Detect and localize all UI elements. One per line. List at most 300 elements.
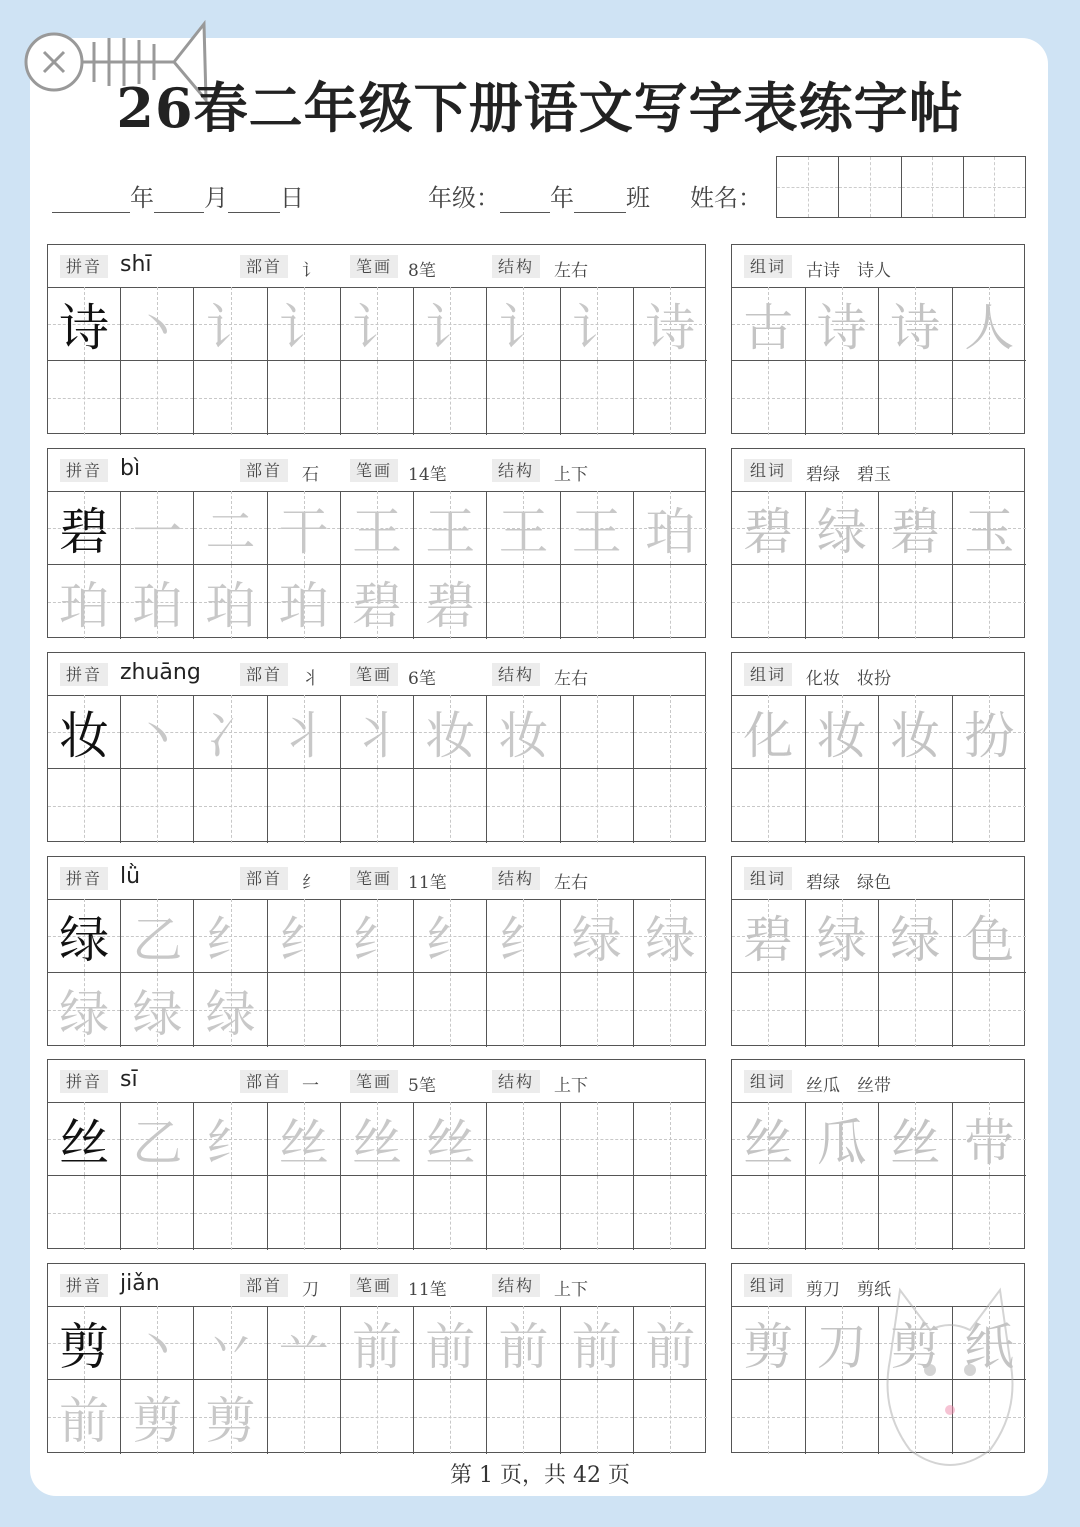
word-writing-cell[interactable] (953, 491, 1027, 565)
writing-cell[interactable] (194, 899, 267, 973)
writing-cell[interactable] (268, 1306, 341, 1380)
word-trace-character: 诗 (816, 298, 867, 357)
radical-label: 部首 (240, 1274, 288, 1297)
writing-cell[interactable] (121, 491, 194, 565)
writing-cell[interactable] (341, 361, 414, 435)
writing-cell[interactable] (48, 491, 121, 565)
writing-cell[interactable] (341, 1176, 414, 1250)
writing-cell[interactable] (194, 361, 267, 435)
writing-cell[interactable] (414, 287, 487, 361)
word-trace-character: 碧 (743, 502, 794, 561)
word-trace-character: 绿 (816, 910, 867, 969)
writing-cell[interactable] (341, 899, 414, 973)
words-label: 组词 (744, 459, 792, 482)
character-practice-block (47, 448, 706, 638)
pinyin-label: 拼音 (60, 459, 108, 482)
structure-label: 结构 (492, 663, 540, 686)
radical-value: 纟 (302, 873, 319, 893)
stroke-order-step: 前 (351, 1317, 402, 1376)
word-writing-cell[interactable] (879, 1176, 953, 1250)
stroke-order-step: 妆 (498, 706, 549, 765)
character-info-header (48, 449, 705, 492)
word-trace-character: 古 (743, 298, 794, 357)
words-value: 碧绿 碧玉 (806, 465, 891, 485)
writing-cell[interactable] (48, 973, 121, 1047)
stroke-order-step: 珀 (278, 577, 329, 635)
stroke-order-step: 讠 (278, 298, 329, 357)
writing-cell[interactable] (634, 973, 707, 1047)
writing-cell[interactable] (414, 565, 487, 639)
writing-cell[interactable] (634, 565, 707, 639)
pinyin-value: lǜ (120, 864, 141, 889)
writing-cell[interactable] (487, 1176, 560, 1250)
word-writing-cell[interactable] (953, 565, 1027, 639)
writing-cell[interactable] (121, 1176, 194, 1250)
word-writing-cell[interactable] (732, 769, 806, 843)
model-character: 碧 (59, 502, 110, 561)
word-writing-cell[interactable] (879, 899, 953, 973)
stroke-order-step: 二 (205, 502, 256, 561)
writing-cell[interactable] (194, 1380, 267, 1454)
writing-cell[interactable] (48, 1102, 121, 1176)
writing-cell[interactable] (268, 1102, 341, 1176)
writing-cell[interactable] (634, 287, 707, 361)
writing-cell[interactable] (561, 899, 634, 973)
word-writing-cell[interactable] (732, 1102, 806, 1176)
stroke-order-step: 讠 (351, 298, 402, 357)
structure-label: 结构 (492, 1070, 540, 1093)
stroke-order-step: 纟 (351, 910, 402, 969)
writing-cell[interactable] (487, 361, 560, 435)
word-writing-cell[interactable] (879, 1102, 953, 1176)
writing-cell[interactable] (48, 695, 121, 769)
writing-cell[interactable] (561, 1380, 634, 1454)
word-writing-cell[interactable] (806, 769, 880, 843)
writing-cell[interactable] (194, 565, 267, 639)
word-trace-character: 化 (743, 706, 794, 765)
strokes-label: 笔画 (350, 459, 398, 482)
word-writing-cell[interactable] (953, 973, 1027, 1047)
writing-cell[interactable] (121, 695, 194, 769)
structure-value: 左右 (554, 669, 588, 689)
writing-cell[interactable] (194, 1102, 267, 1176)
writing-cell[interactable] (121, 769, 194, 843)
writing-cell[interactable] (48, 769, 121, 843)
writing-cell[interactable] (487, 287, 560, 361)
stroke-order-step: 剪 (205, 1392, 256, 1450)
stroke-order-step: 碧 (425, 577, 476, 635)
writing-cell[interactable] (561, 1102, 634, 1176)
model-character: 绿 (59, 910, 110, 969)
character-practice-block (47, 856, 706, 1046)
writing-cell[interactable] (48, 1380, 121, 1454)
stroke-order-step: 冫 (205, 706, 256, 765)
stroke-order-step: 讠 (425, 298, 476, 357)
writing-cell[interactable] (48, 287, 121, 361)
writing-cell[interactable] (561, 491, 634, 565)
structure-value: 上下 (554, 465, 588, 485)
date-line: 年 月 日 (52, 178, 304, 213)
radical-value: 丬 (302, 669, 319, 689)
word-writing-cell[interactable] (806, 491, 880, 565)
writing-cell[interactable] (194, 695, 267, 769)
pinyin-label: 拼音 (60, 663, 108, 686)
writing-cell[interactable] (414, 1102, 487, 1176)
word-trace-character: 绿 (816, 502, 867, 561)
word-writing-cell[interactable] (806, 695, 880, 769)
character-practice-block (47, 244, 706, 434)
word-writing-cell[interactable] (806, 565, 880, 639)
writing-cell[interactable] (487, 1306, 560, 1380)
stroke-order-step: 妆 (425, 706, 476, 765)
word-writing-cell[interactable] (879, 287, 953, 361)
word-trace-character: 诗 (890, 298, 941, 357)
words-value: 化妆 妆扮 (806, 669, 891, 689)
writing-cell[interactable] (121, 1380, 194, 1454)
writing-cell[interactable] (414, 361, 487, 435)
word-writing-cell[interactable] (732, 361, 806, 435)
writing-cell[interactable] (48, 899, 121, 973)
word-practice-block (731, 856, 1025, 1046)
grade-class-line: 年级： 年 班 (428, 184, 650, 212)
word-writing-cell[interactable] (879, 491, 953, 565)
writing-cell[interactable] (268, 1176, 341, 1250)
stroke-order-step: 绿 (132, 985, 183, 1043)
page-title: 26春二年级下册语文写字表练字帖 (116, 76, 964, 140)
radical-label: 部首 (240, 459, 288, 482)
writing-cell[interactable] (487, 899, 560, 973)
writing-cell[interactable] (487, 769, 560, 843)
word-trace-character: 碧 (890, 502, 941, 561)
words-label: 组词 (744, 663, 792, 686)
stroke-order-step: 丷 (205, 1317, 256, 1376)
radical-value: 石 (302, 465, 319, 485)
word-writing-cell[interactable] (732, 1176, 806, 1250)
writing-cell[interactable] (414, 899, 487, 973)
word-trace-character: 妆 (816, 706, 867, 765)
word-header (732, 653, 1024, 696)
word-writing-cell[interactable] (953, 695, 1027, 769)
writing-cell[interactable] (268, 899, 341, 973)
model-character: 诗 (59, 298, 110, 357)
writing-cell[interactable] (634, 695, 707, 769)
character-info-header (48, 1264, 705, 1307)
writing-cell[interactable] (341, 287, 414, 361)
word-writing-cell[interactable] (953, 1102, 1027, 1176)
word-writing-cell[interactable] (879, 973, 953, 1047)
writing-cell[interactable] (268, 565, 341, 639)
writing-cell[interactable] (561, 361, 634, 435)
word-writing-cell[interactable] (806, 1380, 880, 1454)
writing-cell[interactable] (268, 287, 341, 361)
strokes-value: 5笔 (408, 1076, 436, 1096)
word-trace-character: 纸 (964, 1317, 1015, 1376)
writing-cell[interactable] (487, 1102, 560, 1176)
stroke-order-step: 王 (425, 502, 476, 561)
radical-label: 部首 (240, 867, 288, 890)
word-writing-cell[interactable] (732, 565, 806, 639)
word-practice-block (731, 652, 1025, 842)
character-practice-block (47, 1263, 706, 1453)
stroke-order-step: 碧 (351, 577, 402, 635)
word-header (732, 1060, 1024, 1103)
writing-cell[interactable] (194, 491, 267, 565)
stroke-order-step: 纟 (498, 910, 549, 969)
name-label: 姓名： (690, 184, 762, 212)
character-info-header (48, 245, 705, 288)
writing-cell[interactable] (341, 1380, 414, 1454)
writing-cell[interactable] (561, 565, 634, 639)
writing-cell[interactable] (48, 565, 121, 639)
writing-cell[interactable] (414, 695, 487, 769)
radical-value: 刀 (302, 1280, 319, 1300)
word-practice-block (731, 244, 1025, 434)
stroke-order-step: 王 (498, 502, 549, 561)
writing-cell[interactable] (414, 973, 487, 1047)
word-writing-cell[interactable] (953, 769, 1027, 843)
word-trace-character: 剪 (890, 1317, 941, 1376)
word-writing-cell[interactable] (806, 973, 880, 1047)
stroke-order-step: 丶 (132, 706, 183, 765)
writing-cell[interactable] (634, 1102, 707, 1176)
pinyin-label: 拼音 (60, 867, 108, 890)
writing-cell[interactable] (341, 1102, 414, 1176)
word-writing-cell[interactable] (732, 973, 806, 1047)
writing-cell[interactable] (48, 1306, 121, 1380)
writing-cell[interactable] (194, 973, 267, 1047)
writing-cell[interactable] (268, 769, 341, 843)
writing-cell[interactable] (194, 1306, 267, 1380)
structure-label: 结构 (492, 1274, 540, 1297)
page-number: 第 1 页，共 42 页 (450, 1463, 630, 1488)
character-info-header (48, 1060, 705, 1103)
writing-cell[interactable] (634, 1176, 707, 1250)
words-label: 组词 (744, 1274, 792, 1297)
radical-value: 一 (302, 1076, 319, 1096)
pinyin-label: 拼音 (60, 1070, 108, 1093)
word-writing-cell[interactable] (953, 1176, 1027, 1250)
writing-cell[interactable] (414, 1306, 487, 1380)
stroke-order-step: 䒑 (278, 1317, 329, 1376)
stroke-order-step: 珀 (645, 502, 696, 561)
word-header (732, 857, 1024, 900)
word-writing-cell[interactable] (806, 1102, 880, 1176)
word-writing-cell[interactable] (732, 491, 806, 565)
word-writing-cell[interactable] (732, 695, 806, 769)
writing-cell[interactable] (268, 973, 341, 1047)
writing-cell[interactable] (634, 491, 707, 565)
writing-cell[interactable] (121, 361, 194, 435)
word-writing-cell[interactable] (879, 1306, 953, 1380)
structure-label: 结构 (492, 867, 540, 890)
word-practice-block (731, 1059, 1025, 1249)
writing-cell[interactable] (121, 1306, 194, 1380)
writing-cell[interactable] (268, 491, 341, 565)
word-writing-cell[interactable] (732, 899, 806, 973)
writing-cell[interactable] (341, 491, 414, 565)
writing-cell[interactable] (561, 287, 634, 361)
word-writing-cell[interactable] (953, 361, 1027, 435)
writing-cell[interactable] (414, 1176, 487, 1250)
stroke-order-step: 绿 (645, 910, 696, 969)
stroke-order-step: 珀 (205, 577, 256, 635)
structure-label: 结构 (492, 459, 540, 482)
strokes-value: 8笔 (408, 261, 436, 281)
word-trace-character: 色 (964, 910, 1015, 969)
stroke-order-step: 讠 (571, 298, 622, 357)
word-trace-character: 碧 (743, 910, 794, 969)
writing-cell[interactable] (194, 287, 267, 361)
stroke-order-step: 珀 (59, 577, 110, 635)
pinyin-value: jiǎn (120, 1271, 160, 1296)
word-header (732, 245, 1024, 288)
writing-cell[interactable] (634, 361, 707, 435)
writing-cell[interactable] (561, 973, 634, 1047)
writing-cell[interactable] (121, 565, 194, 639)
radical-label: 部首 (240, 1070, 288, 1093)
structure-value: 上下 (554, 1280, 588, 1300)
writing-cell[interactable] (121, 1102, 194, 1176)
writing-cell[interactable] (487, 565, 560, 639)
stroke-order-step: 前 (59, 1392, 110, 1450)
stroke-order-step: 纟 (205, 1113, 256, 1172)
writing-cell[interactable] (341, 565, 414, 639)
stroke-order-step: 讠 (205, 298, 256, 357)
stroke-order-step: 丬 (278, 706, 329, 765)
stroke-order-step: 绿 (59, 985, 110, 1043)
name-write-box[interactable] (776, 156, 1026, 218)
strokes-value: 14笔 (408, 465, 447, 485)
pinyin-value: zhuāng (120, 660, 201, 685)
character-info-header (48, 653, 705, 696)
writing-cell[interactable] (121, 899, 194, 973)
writing-cell[interactable] (561, 1176, 634, 1250)
word-trace-character: 丝 (743, 1113, 794, 1172)
word-trace-character: 剪 (743, 1317, 794, 1376)
writing-cell[interactable] (414, 491, 487, 565)
stroke-order-step: 讠 (498, 298, 549, 357)
stroke-order-step: 纟 (278, 910, 329, 969)
stroke-order-step: 剪 (132, 1392, 183, 1450)
structure-value: 左右 (554, 873, 588, 893)
stroke-order-step: 纟 (425, 910, 476, 969)
writing-cell[interactable] (268, 361, 341, 435)
model-character: 妆 (59, 706, 110, 765)
strokes-label: 笔画 (350, 255, 398, 278)
writing-cell[interactable] (561, 695, 634, 769)
words-value: 碧绿 绿色 (806, 873, 891, 893)
writing-cell[interactable] (634, 899, 707, 973)
pinyin-value: sī (120, 1067, 138, 1092)
writing-cell[interactable] (48, 1176, 121, 1250)
word-trace-character: 刀 (816, 1317, 867, 1376)
word-writing-cell[interactable] (879, 361, 953, 435)
writing-cell[interactable] (341, 769, 414, 843)
word-trace-character: 妆 (890, 706, 941, 765)
stroke-order-step: 一 (132, 502, 183, 561)
writing-cell[interactable] (121, 287, 194, 361)
character-info-header (48, 857, 705, 900)
word-writing-cell[interactable] (732, 287, 806, 361)
word-writing-cell[interactable] (879, 565, 953, 639)
stroke-order-step: 珀 (132, 577, 183, 635)
pinyin-label: 拼音 (60, 255, 108, 278)
writing-cell[interactable] (634, 769, 707, 843)
words-value: 丝瓜 丝带 (806, 1076, 891, 1096)
pinyin-value: shī (120, 252, 152, 277)
writing-cell[interactable] (268, 1380, 341, 1454)
word-writing-cell[interactable] (879, 769, 953, 843)
writing-cell[interactable] (48, 361, 121, 435)
strokes-value: 6笔 (408, 669, 436, 689)
writing-cell[interactable] (561, 1306, 634, 1380)
word-practice-block (731, 448, 1025, 638)
pinyin-value: bì (120, 456, 141, 481)
stroke-order-step: 丝 (351, 1113, 402, 1172)
writing-cell[interactable] (194, 1176, 267, 1250)
writing-cell[interactable] (268, 695, 341, 769)
writing-cell[interactable] (341, 695, 414, 769)
word-trace-character: 人 (964, 298, 1015, 357)
word-trace-character: 绿 (890, 910, 941, 969)
writing-cell[interactable] (487, 973, 560, 1047)
word-writing-cell[interactable] (732, 1306, 806, 1380)
word-writing-cell[interactable] (806, 1176, 880, 1250)
word-writing-cell[interactable] (879, 695, 953, 769)
writing-cell[interactable] (414, 769, 487, 843)
pinyin-label: 拼音 (60, 1274, 108, 1297)
writing-cell[interactable] (487, 1380, 560, 1454)
writing-cell[interactable] (634, 1306, 707, 1380)
word-writing-cell[interactable] (732, 1380, 806, 1454)
word-writing-cell[interactable] (953, 899, 1027, 973)
writing-cell[interactable] (561, 769, 634, 843)
word-writing-cell[interactable] (806, 361, 880, 435)
word-trace-character: 瓜 (816, 1113, 867, 1172)
strokes-label: 笔画 (350, 1274, 398, 1297)
word-writing-cell[interactable] (953, 287, 1027, 361)
word-writing-cell[interactable] (806, 1306, 880, 1380)
writing-cell[interactable] (414, 1380, 487, 1454)
model-character: 剪 (59, 1317, 110, 1376)
writing-cell[interactable] (341, 973, 414, 1047)
word-writing-cell[interactable] (806, 287, 880, 361)
writing-cell[interactable] (341, 1306, 414, 1380)
words-label: 组词 (744, 255, 792, 278)
stroke-order-step: 诗 (645, 298, 696, 357)
structure-value: 上下 (554, 1076, 588, 1096)
writing-cell[interactable] (121, 973, 194, 1047)
word-writing-cell[interactable] (806, 899, 880, 973)
writing-cell[interactable] (194, 769, 267, 843)
stroke-order-step: 绿 (205, 985, 256, 1043)
word-trace-character: 丝 (890, 1113, 941, 1172)
stroke-order-step: 丝 (278, 1113, 329, 1172)
stroke-order-step: 乙 (132, 910, 183, 969)
words-label: 组词 (744, 867, 792, 890)
character-practice-block (47, 652, 706, 842)
stroke-order-step: 干 (278, 502, 329, 561)
radical-label: 部首 (240, 663, 288, 686)
stroke-order-step: 绿 (571, 910, 622, 969)
word-writing-cell[interactable] (953, 1306, 1027, 1380)
word-trace-character: 带 (964, 1113, 1015, 1172)
writing-cell[interactable] (487, 695, 560, 769)
word-trace-character: 玉 (964, 502, 1015, 561)
writing-cell[interactable] (487, 491, 560, 565)
radical-value: 讠 (302, 261, 319, 281)
writing-cell[interactable] (634, 1380, 707, 1454)
